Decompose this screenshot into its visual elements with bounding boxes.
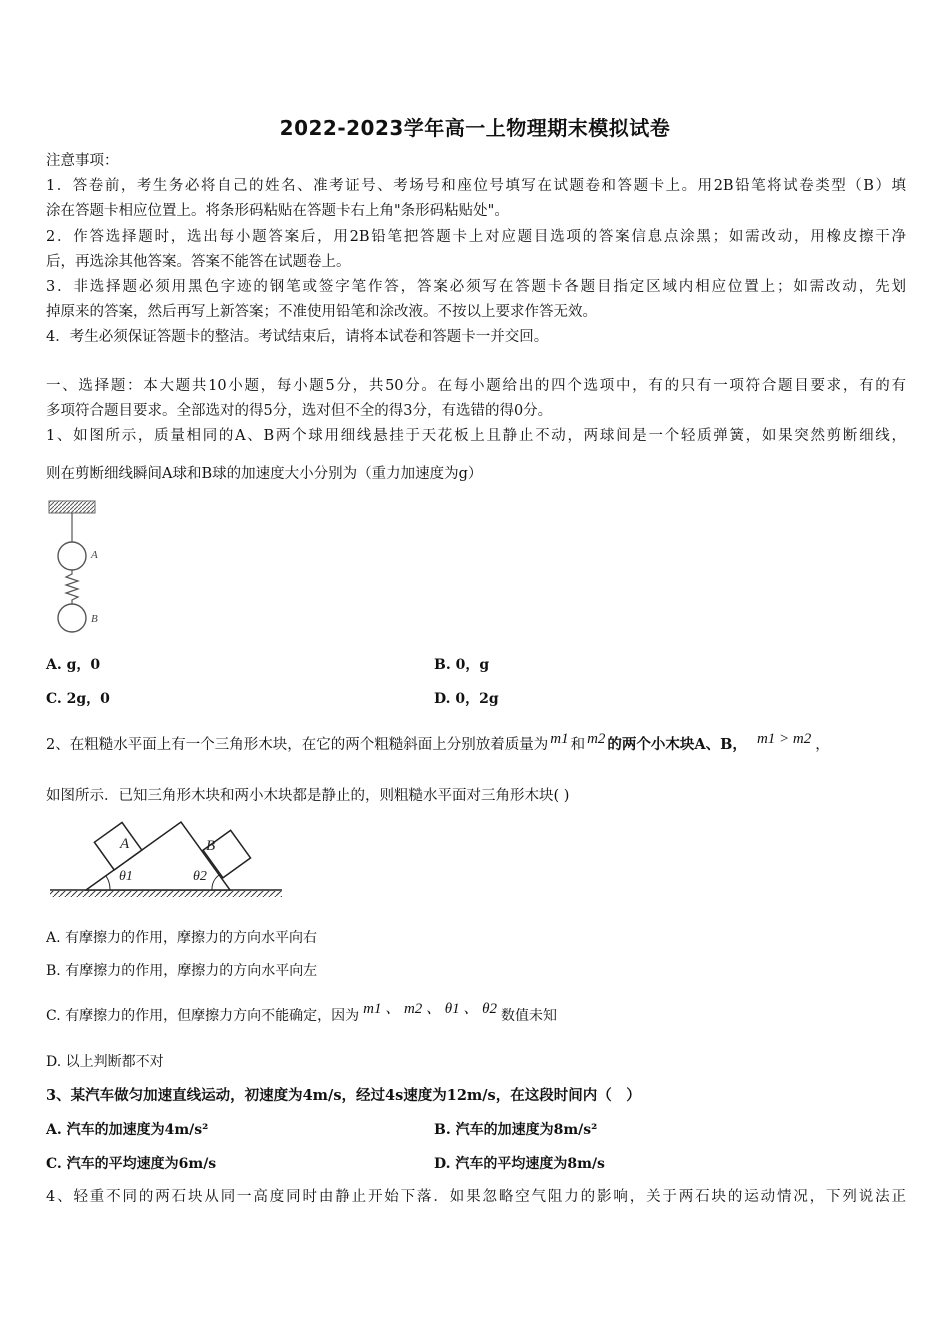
- q3-option-b: B. 汽车的加速度为8m/s²: [434, 1122, 598, 1138]
- ball-b: [58, 604, 86, 632]
- q1-option-a: A. g，0: [46, 657, 101, 673]
- page-title: 2022-2023学年高一上物理期末模拟试卷: [279, 116, 671, 140]
- ceiling: [49, 501, 95, 513]
- q3-option-c: C. 汽车的平均速度为6m/s: [46, 1156, 217, 1172]
- notice-item: 1．答卷前，考生务必将自己的姓名、准考证号、考场号和座位号填写在试题卷和答题卡上。用2B铅笔将试卷类型（B）填: [46, 178, 906, 194]
- q2-figure-wedge: [48, 818, 284, 902]
- notice-heading: 注意事项：: [46, 153, 119, 169]
- block-a-label: A: [120, 836, 130, 852]
- q1-figure-spring-balls: [46, 498, 116, 636]
- q2-stem-line2: 如图所示．已知三角形木块和两小木块都是静止的，则粗糙水平面对三角形木块( ): [46, 788, 570, 804]
- q2-m1: m1: [550, 731, 569, 747]
- spring: [66, 570, 78, 604]
- q3-option-a: A. 汽车的加速度为4m/s²: [46, 1122, 209, 1138]
- notice-item: 3．非选择题必须用黑色字迹的钢笔或签字笔作答，答案必须写在答题卡各题目指定区域内相应位置上；如需改动，先划: [46, 279, 906, 295]
- q3-option-d: D. 汽车的平均速度为8m/s: [434, 1156, 605, 1172]
- q1-stem: 则在剪断细线瞬间A球和B球的加速度大小分别为（重力加速度为g）: [46, 466, 483, 482]
- q2-text: ，: [815, 737, 830, 753]
- theta1-label: θ1: [119, 869, 133, 884]
- q1-option-c: C. 2g，0: [46, 691, 110, 707]
- block-b-label: B: [206, 838, 216, 854]
- label-b: B: [91, 613, 98, 625]
- notice-item: 后，再选涂其他答案。答案不能答在试题卷上。: [46, 254, 351, 270]
- theta2-label: θ2: [193, 869, 207, 884]
- q2-inequality: m1 > m2: [756, 731, 812, 747]
- section-instructions: 一、选择题：本大题共10小题，每小题5分，共50分。在每小题给出的四个选项中，有的只有一项符合题目要求，有的有: [46, 378, 906, 394]
- q2-stem-line1: [46, 731, 830, 755]
- q2-text: 2、在粗糙水平面上有一个三角形木块，在它的两个粗糙斜面上分别放着质量为: [46, 737, 549, 753]
- notice-item: 2．作答选择题时，选出每小题答案后，用2B铅笔把答题卡上对应题目选项的答案信息点涂黑；如需改动，用橡皮擦干净: [46, 229, 906, 245]
- q4-stem: 4、轻重不同的两石块从同一高度同时由静止开始下落．如果忽略空气阻力的影响，关于两石块的运动情况，下列说法正: [46, 1189, 906, 1205]
- q3-stem: 3、某汽车做匀加速直线运动，初速度为4m/s，经过4s速度为12m/s，在这段时间内（ ）: [46, 1087, 641, 1104]
- q2-option-b: B. 有摩擦力的作用，摩擦力的方向水平向左: [46, 963, 318, 979]
- q1-option-b: B. 0，g: [434, 657, 490, 673]
- q2-m2: m2: [587, 731, 606, 747]
- q1-option-d: D. 0，2g: [434, 691, 499, 707]
- q2-option-c-text: 数值未知: [501, 1008, 558, 1024]
- notice-item: 掉原来的答案，然后再写上新答案；不准使用铅笔和涂改液。不按以上要求作答无效。: [46, 304, 597, 320]
- notice-item: 涂在答题卡相应位置上。将条形码粘贴在答题卡右上角"条形码粘贴处"。: [46, 203, 509, 219]
- section-instructions: 多项符合题目要求。全部选对的得5分，选对但不全的得3分，有选错的得0分。: [46, 403, 553, 419]
- q2-and: 和: [570, 737, 586, 753]
- q2-option-c: [46, 1001, 558, 1026]
- q2-option-d: D. 以上判断都不对: [46, 1054, 164, 1070]
- ground-hatch: [50, 891, 282, 897]
- q2-option-a: A. 有摩擦力的作用，摩擦力的方向水平向右: [46, 930, 318, 946]
- q2-option-c-text: C. 有摩擦力的作用，但摩擦力方向不能确定，因为: [46, 1008, 360, 1024]
- q2-option-c-vars: m1 、 m2 、 θ1 、 θ2: [363, 1001, 498, 1017]
- q1-stem: 1、如图所示，质量相同的A、B两个球用细线悬挂于天花板上且静止不动，两球间是一个轻质弹簧，如果突然剪断细线，: [46, 428, 906, 444]
- label-a: A: [91, 549, 98, 561]
- notice-item: 4．考生必须保证答题卡的整洁。考试结束后，请将本试卷和答题卡一并交回。: [46, 329, 549, 345]
- q2-text: 的两个小木块A、B，: [607, 736, 747, 753]
- ball-a: [58, 542, 86, 570]
